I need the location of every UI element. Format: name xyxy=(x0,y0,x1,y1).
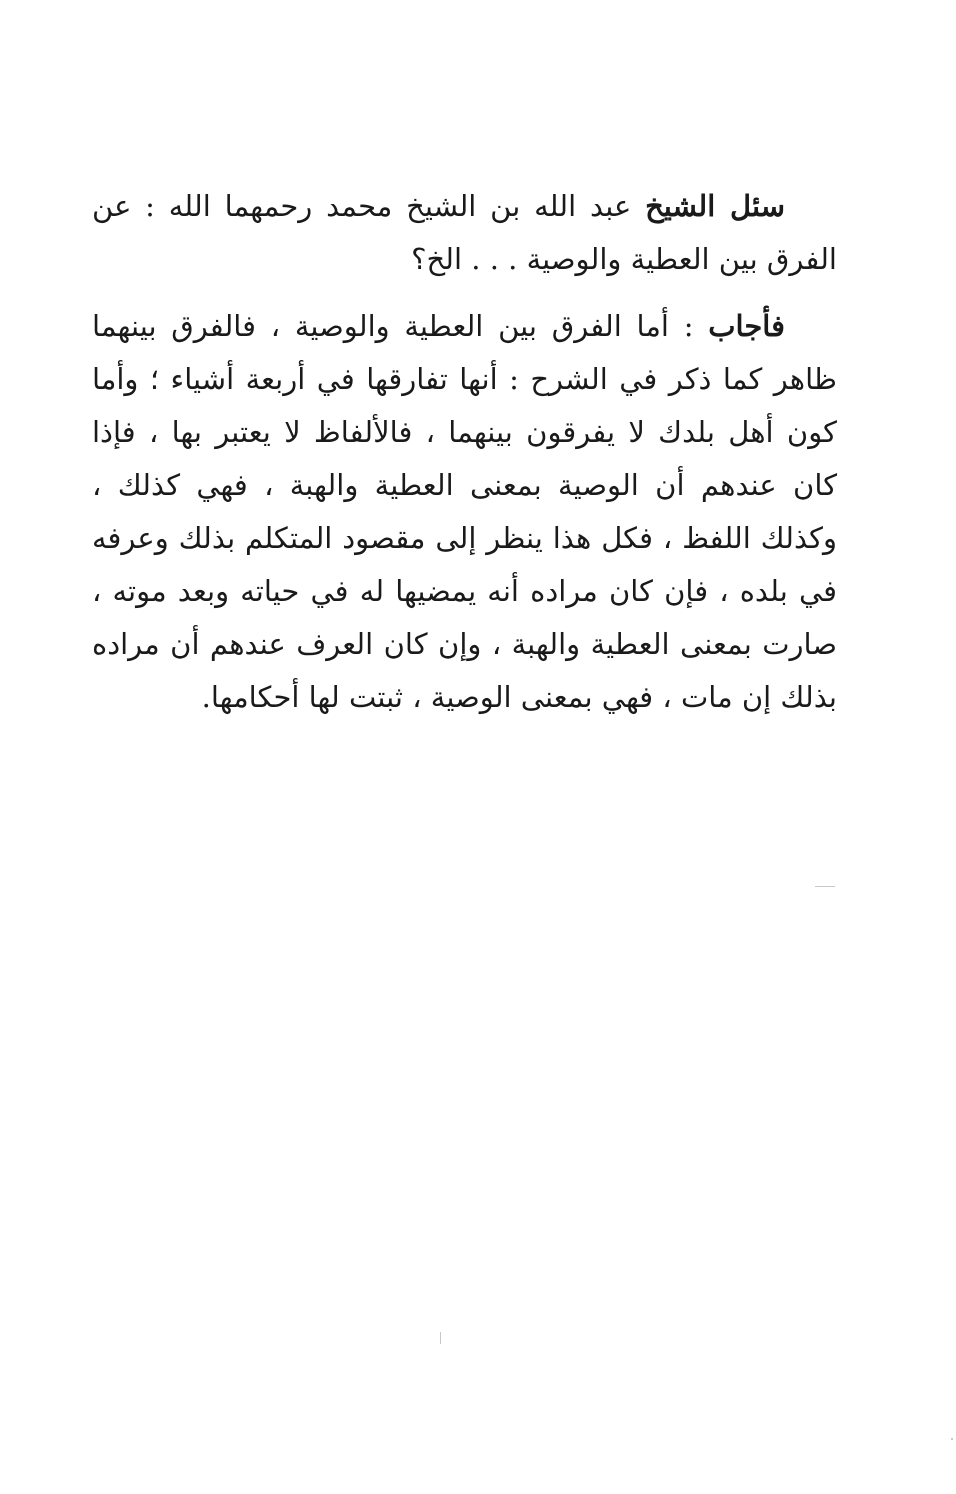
question-paragraph xyxy=(92,180,837,286)
question-lead: سئل الشيخ xyxy=(645,189,786,223)
answer-paragraph xyxy=(92,300,837,724)
answer-text: : أما الفرق بين العطية والوصية ، فالفرق بينهما ظاهر كما ذكر في الشرح : أنها تفارقها في أربعة أشياء ؛ وأما كون أهل بلدك لا يفرقون بينهما ، فالألفاظ لا يعتبر بها ، فإذا كان عندهم أن الوصية بمعنى العطية والهبة ، فهي كذلك ، وكذلك اللفظ ، فكل هذا ينظر إلى مقصود المتكلم بذلك وعرفه في بلده ، فإن كان مراده أنه يمضيها له في حياته وبعد موته ، صارت بمعنى العطية والهبة ، وإن كان العرف عندهم أن مراده بذلك إن مات ، فهي بمعنى الوصية ، ثبتت لها أحكامها. xyxy=(92,309,837,714)
scan-speck xyxy=(815,886,835,887)
question-text: عبد الله بن الشيخ محمد رحمهما الله : عن الفرق بين العطية والوصية . . . الخ؟ xyxy=(92,189,837,276)
scan-speck xyxy=(440,1332,441,1344)
answer-lead: فأجاب xyxy=(708,309,785,343)
scan-speck xyxy=(951,1438,953,1440)
